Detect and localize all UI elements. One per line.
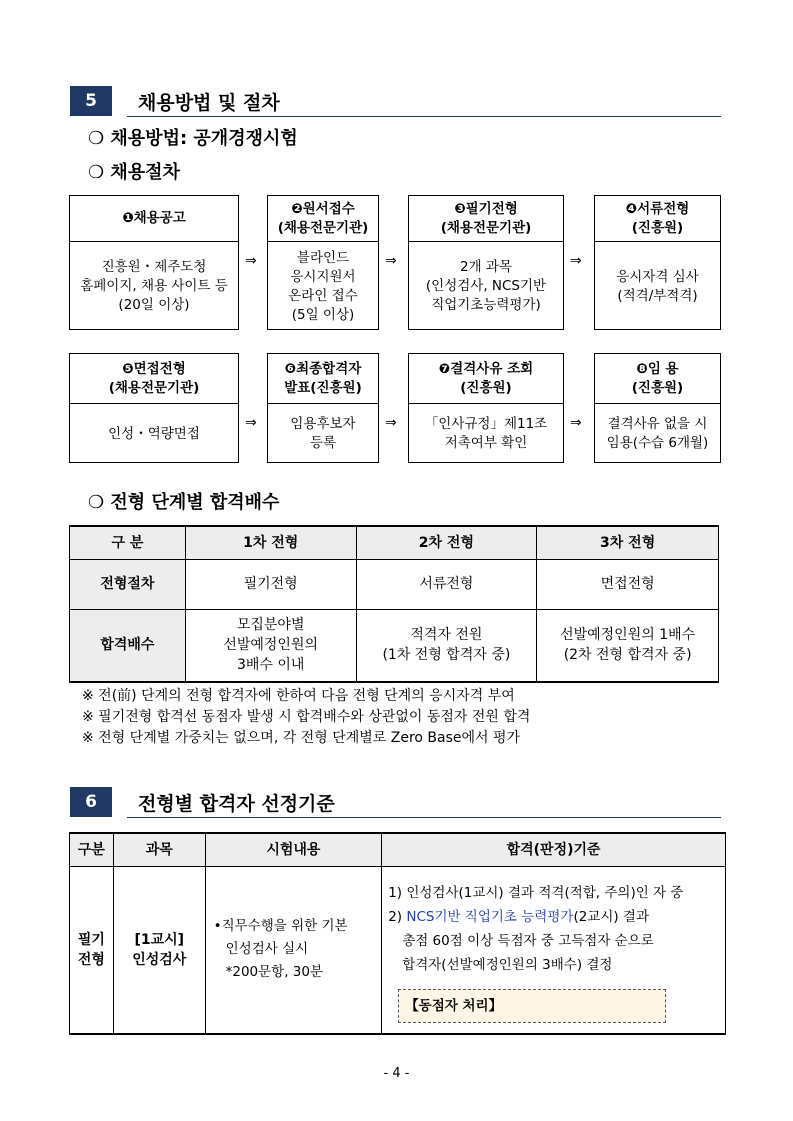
section-6-underline bbox=[127, 817, 721, 818]
step-title bbox=[409, 196, 563, 242]
step-body-line: 결격사유 없을 시 bbox=[607, 416, 708, 432]
table-header: 구 분 bbox=[70, 526, 186, 559]
step-title-text: ❼결격사유 조회 bbox=[438, 360, 534, 377]
table-cell bbox=[537, 609, 719, 682]
step-box bbox=[267, 353, 379, 463]
step-box bbox=[69, 353, 239, 463]
step-title-text: ❷원서접수 bbox=[291, 200, 355, 217]
subject-cell bbox=[113, 866, 205, 1034]
cell-line: [1교시] bbox=[134, 931, 185, 948]
row-label-multiplier: 합격배수 bbox=[70, 609, 186, 682]
step-subtitle: 발표(진흥원) bbox=[284, 379, 362, 396]
criteria-line-4: 합격자(선발예정인원의 3배수) 결정 bbox=[402, 956, 613, 973]
cell-line: 적격자 전원 bbox=[410, 627, 483, 644]
tie-break-box: 【동점자 처리】 bbox=[398, 989, 666, 1023]
step-box bbox=[594, 353, 721, 463]
step-body bbox=[409, 404, 563, 464]
cell-line: 전형 bbox=[77, 951, 105, 968]
step-body-line: 인성・역량면접 bbox=[108, 425, 200, 442]
criteria-prefix: 2) bbox=[388, 908, 407, 925]
step-subtitle: (채용전문기관) bbox=[108, 379, 200, 396]
step-subtitle: (채용전문기관) bbox=[277, 219, 369, 236]
flow-arrow: ⇒ bbox=[245, 415, 257, 431]
step-box bbox=[408, 353, 564, 463]
step-title bbox=[595, 196, 720, 242]
row-label-procedure: 전형절차 bbox=[70, 559, 186, 609]
step-title bbox=[409, 354, 563, 404]
section-5-number: 5 bbox=[70, 86, 112, 116]
step-body-line: 저촉여부 확인 bbox=[444, 435, 528, 451]
cell-line: 선발예정인원의 bbox=[223, 637, 318, 654]
step-body bbox=[70, 242, 238, 331]
step-body-line: 응시자격 심사 bbox=[616, 268, 699, 285]
cell-line: *200문항, 30분 bbox=[225, 964, 324, 981]
cell-line: 필기 bbox=[77, 931, 105, 948]
section-5-title: 채용방법 및 절차 bbox=[138, 92, 280, 114]
step-body-line: 블라인드 bbox=[296, 249, 350, 266]
step-body-line: (인성검사, NCS기반 bbox=[425, 278, 547, 294]
step-title-text: ❺면접전형 bbox=[122, 360, 186, 377]
section-6-title: 전형별 합격자 선정기준 bbox=[138, 793, 335, 815]
multiplier-table bbox=[69, 525, 719, 683]
table-cell bbox=[356, 609, 537, 682]
table-header: 합격(판정)기준 bbox=[382, 833, 726, 866]
step-body bbox=[595, 242, 720, 331]
step-body-line: (20일 이상) bbox=[118, 297, 190, 313]
step-title-text: ❶채용공고 bbox=[122, 210, 186, 226]
flow-arrow: ⇒ bbox=[245, 253, 257, 269]
cell-line: 3배수 이내 bbox=[236, 657, 305, 674]
step-subtitle: (진흥원) bbox=[460, 379, 512, 396]
step-body bbox=[268, 404, 378, 464]
page-number: - 4 - bbox=[383, 1066, 410, 1081]
note-2: ※ 필기전형 합격선 동점자 발생 시 합격배수와 상관없이 동점자 전원 합격 bbox=[82, 709, 531, 725]
cell-line: 선발예정인원의 1배수 bbox=[560, 627, 696, 644]
section-6-number: 6 bbox=[70, 787, 112, 817]
step-body-line: 온라인 접수 bbox=[288, 287, 358, 304]
cell-line: •직무수행을 위한 기본 bbox=[213, 918, 348, 935]
step-title bbox=[268, 354, 378, 404]
criteria-cell bbox=[382, 866, 726, 1034]
step-body-line: (5일 이상) bbox=[291, 306, 355, 323]
step-body-line: 응시지원서 bbox=[290, 268, 356, 285]
step-body-line: 임용후보자 bbox=[290, 416, 356, 432]
criteria-table bbox=[69, 832, 726, 1035]
step-box bbox=[267, 195, 379, 330]
flow-arrow: ⇒ bbox=[570, 415, 582, 431]
step-title bbox=[70, 354, 238, 404]
step-title-text: ❻최종합격자 bbox=[284, 360, 362, 377]
criteria-line-2 bbox=[388, 905, 725, 929]
step-body-line: 2개 과목 bbox=[459, 259, 512, 275]
table-header: 과목 bbox=[113, 833, 205, 866]
table-header: 구분 bbox=[70, 833, 114, 866]
cell-line: (1차 전형 합격자 중) bbox=[382, 647, 511, 664]
step-title bbox=[70, 196, 238, 242]
flow-arrow: ⇒ bbox=[385, 253, 397, 269]
cell-line: (2차 전형 합격자 중) bbox=[563, 647, 692, 664]
table-header: 1차 전형 bbox=[185, 526, 356, 559]
step-title-text: ❸필기전형 bbox=[454, 200, 518, 217]
section-5-underline bbox=[127, 116, 721, 117]
step-body-line: (적격/부적격) bbox=[617, 287, 698, 304]
table-cell: 서류전형 bbox=[356, 559, 537, 609]
step-body-line: 직업기초능력평가) bbox=[431, 297, 541, 313]
step-subtitle: (채용전문기관) bbox=[440, 219, 532, 236]
step-subtitle: (진흥원) bbox=[631, 379, 684, 396]
step-title bbox=[268, 196, 378, 242]
table-header: 2차 전형 bbox=[356, 526, 537, 559]
table-cell: 면접전형 bbox=[537, 559, 719, 609]
step-body bbox=[70, 404, 238, 464]
step-subtitle: (진흥원) bbox=[631, 219, 684, 236]
criteria-line-3: 총점 60점 이상 득점자 중 고득점자 순으로 bbox=[402, 932, 654, 949]
criteria-line-1: 1) 인성검사(1교시) 결과 적격(적합, 주의)인 자 중 bbox=[388, 884, 684, 901]
step-title bbox=[595, 354, 720, 404]
step-box bbox=[69, 195, 239, 330]
step-body-line: 홈페이지, 채용 사이트 등 bbox=[80, 278, 228, 294]
cell-line: 인성검사 실시 bbox=[225, 941, 309, 958]
flow-arrow: ⇒ bbox=[385, 415, 397, 431]
note-1: ※ 전(前) 단계의 전형 합격자에 한하여 다음 전형 단계의 응시자격 부여 bbox=[82, 688, 515, 704]
multiplier-bullet: ❍ 전형 단계별 합격배수 bbox=[88, 492, 280, 513]
category-cell bbox=[70, 866, 114, 1034]
step-body bbox=[409, 242, 563, 331]
criteria-rest: (2교시) 결과 bbox=[573, 908, 650, 925]
content-cell bbox=[205, 866, 382, 1034]
step-title-text: ❽임 용 bbox=[636, 360, 679, 377]
step-box bbox=[594, 195, 721, 330]
cell-line: 인성검사 bbox=[132, 951, 187, 968]
step-body bbox=[268, 242, 378, 331]
procedure-bullet: ❍ 채용절차 bbox=[88, 162, 180, 183]
step-body-line: 임용(수습 6개월) bbox=[606, 435, 709, 451]
table-header: 3차 전형 bbox=[537, 526, 719, 559]
table-cell bbox=[185, 609, 356, 682]
step-box bbox=[408, 195, 564, 330]
cell-line: 모집분야별 bbox=[236, 617, 305, 634]
ncs-term: NCS기반 직업기초 능력평가 bbox=[406, 908, 574, 925]
flow-arrow: ⇒ bbox=[570, 253, 582, 269]
method-bullet: ❍ 채용방법: 공개경쟁시험 bbox=[88, 128, 298, 149]
step-body-line: 「인사규정」제11조 bbox=[424, 416, 548, 432]
table-cell: 필기전형 bbox=[185, 559, 356, 609]
step-title-text: ❹서류전형 bbox=[625, 200, 690, 217]
table-header: 시험내용 bbox=[205, 833, 382, 866]
step-body bbox=[595, 404, 720, 464]
note-3: ※ 전형 단계별 가중치는 없으며, 각 전형 단계별로 Zero Base에서 평가 bbox=[82, 730, 521, 746]
step-body-line: 진흥원・제주도청 bbox=[101, 259, 207, 275]
step-body-line: 등록 bbox=[309, 435, 337, 451]
